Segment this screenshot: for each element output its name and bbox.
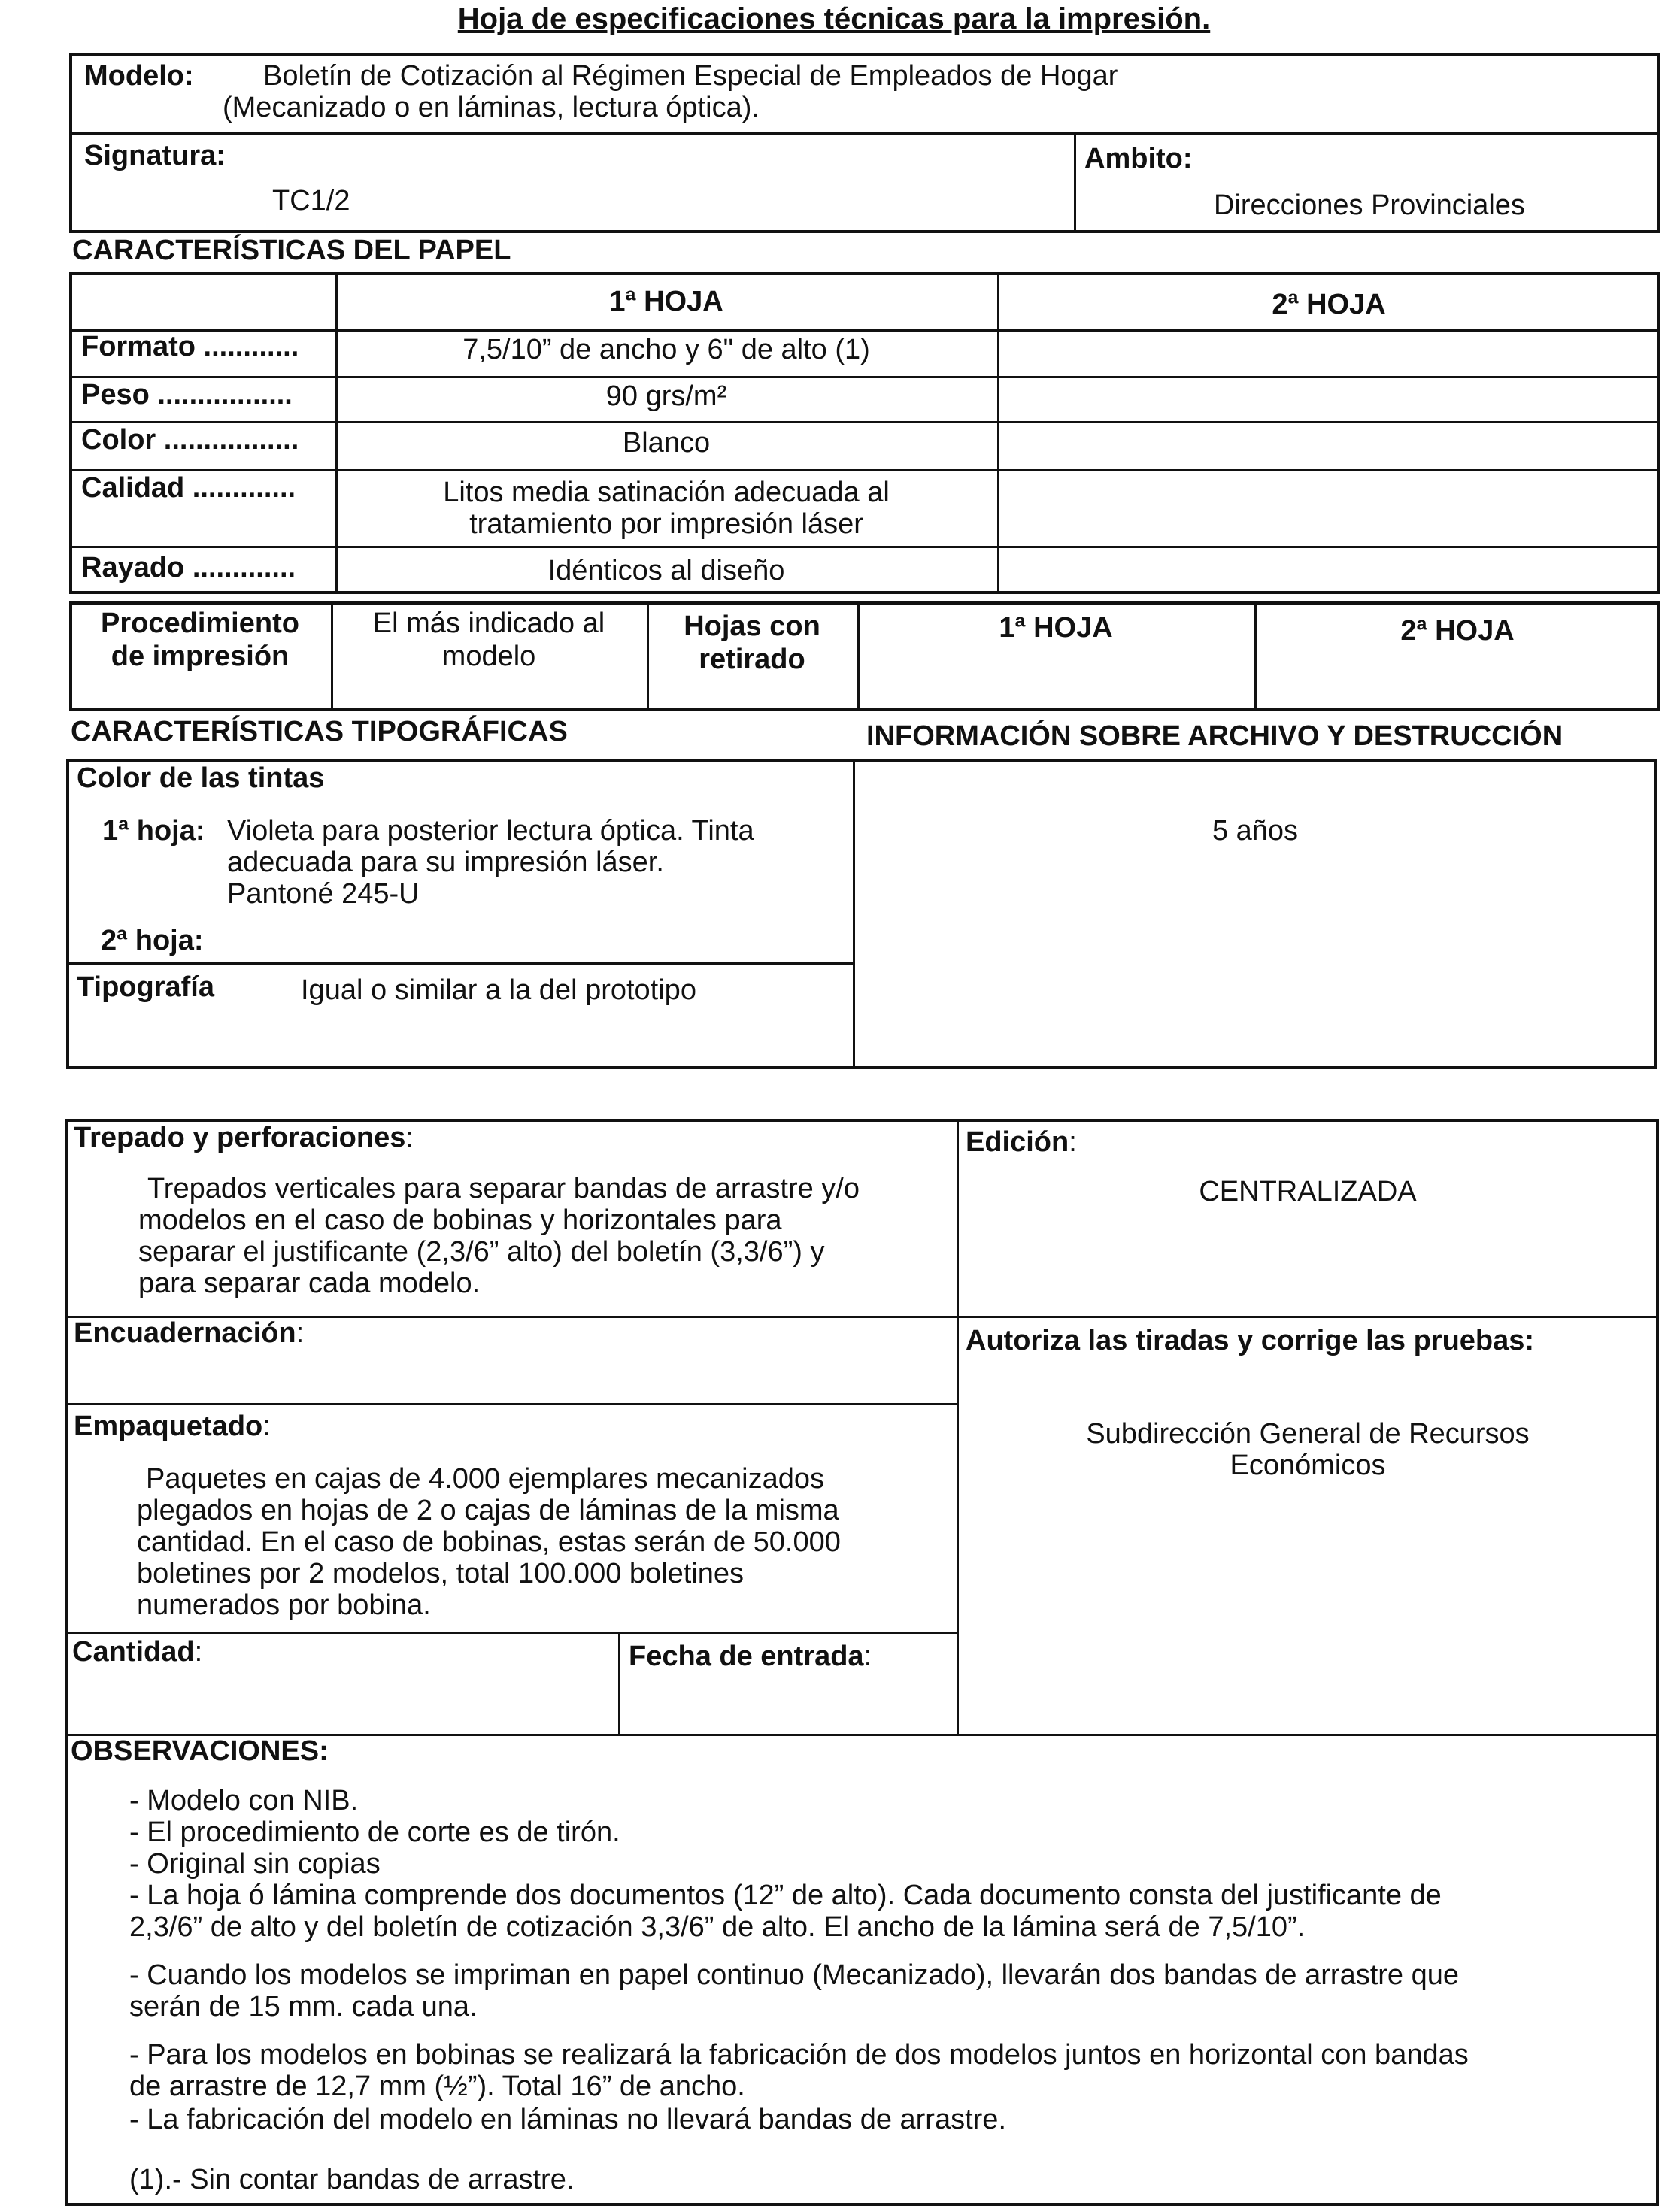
empaquetado-text: cantidad. En el caso de bobinas, estas serán de 50.000 [137,1526,841,1558]
hoja1-text: Violeta para posterior lectura óptica. Tinta [227,815,754,847]
empaquetado-text: Paquetes en cajas de 4.000 ejemplares mecanizados [146,1463,825,1495]
hoja1-text: adecuada para su impresión láser. [227,847,664,878]
procedimiento-label: Procedimiento [101,608,299,639]
modelo-line1: Boletín de Cotización al Régimen Especial de Empleados de Hogar [263,60,1118,92]
papel-row-value: 90 grs/m² [605,380,727,412]
papel-col1-header: 1ª HOJA [609,286,723,317]
tipograficas-heading: CARACTERÍSTICAS TIPOGRÁFICAS [71,716,568,747]
autoriza-value: Subdirección General de Recursos [1086,1418,1530,1450]
procedimiento-value: modelo [441,641,536,672]
papel-col2-header: 2ª HOJA [1272,289,1386,320]
ambito-value: Direcciones Provinciales [1214,189,1525,221]
papel-row-label: Peso ................. [81,379,293,411]
papel-heading: CARACTERÍSTICAS DEL PAPEL [72,235,511,266]
color-tintas-label: Color de las tintas [77,762,325,794]
modelo-label: Modelo: [84,60,194,92]
papel-row-value: Litos media satinación adecuada al [443,477,890,508]
observaciones-line: - La hoja ó lámina comprende dos documentos (12” de alto). Cada documento consta del justificante de [129,1880,1442,1911]
hoja1-text: Pantoné 245-U [227,878,420,910]
procedimiento-value: El más indicado al [372,608,605,639]
papel-row-label: Color ................. [81,424,299,456]
papel-row-label: Formato ............ [81,331,299,362]
hojas-retirado-label: retirado [699,644,805,675]
procedimiento-col2: 2ª HOJA [1400,615,1515,647]
observaciones-line: de arrastre de 12,7 mm (½”). Total 16” de ancho. [129,2071,745,2102]
papel-row-value: tratamiento por impresión láser [469,508,863,540]
observaciones-line: (1).- Sin contar bandas de arrastre. [129,2164,575,2195]
edicion-label: Edición: [966,1126,1077,1158]
observaciones-line: - El procedimiento de corte es de tirón. [129,1817,620,1848]
tipograficas-box [66,759,1657,1069]
observaciones-line: - Para los modelos en bobinas se realizará la fabricación de dos modelos juntos en horizontal con bandas [129,2039,1469,2071]
encuadernacion-label: Encuadernación: [74,1317,305,1349]
modelo-line2: (Mecanizado o en láminas, lectura óptica). [223,92,760,123]
archivo-value: 5 años [1212,815,1299,847]
hojas-retirado-label: Hojas con [684,611,820,642]
page-title: Hoja de especificaciones técnicas para la impresión. [457,2,1211,35]
trepado-text: Trepados verticales para separar bandas de arrastre y/o [147,1173,860,1204]
hoja2-label: 2ª hoja: [101,925,204,956]
procedimiento-label: de impresión [111,641,290,672]
observaciones-line: - La fabricación del modelo en láminas no llevará bandas de arrastre. [129,2104,1006,2135]
empaquetado-label: Empaquetado: [74,1411,271,1442]
observaciones-line: - Cuando los modelos se impriman en papel continuo (Mecanizado), llevarán dos bandas de arrastre que [129,1959,1460,1991]
tipografia-value: Igual o similar a la del prototipo [301,974,696,1006]
empaquetado-text: boletines por 2 modelos, total 100.000 boletines [137,1558,744,1589]
fecha-entrada-label: Fecha de entrada: [629,1641,872,1672]
papel-row-label: Calidad ............. [81,472,296,504]
papel-row-value: Idénticos al diseño [547,555,785,586]
autoriza-label: Autoriza las tiradas y corrige las pruebas: [966,1325,1535,1356]
tipografia-label: Tipografía [77,971,214,1003]
papel-row-value: Blanco [622,427,711,459]
papel-row-value: 7,5/10” de ancho y 6" de alto (1) [462,334,870,365]
papel-row-label: Rayado ............. [81,552,296,583]
observaciones-line: serán de 15 mm. cada una. [129,1991,478,2023]
ambito-label: Ambito: [1084,143,1193,174]
observaciones-label: OBSERVACIONES: [71,1735,329,1767]
hoja1-label: 1ª hoja: [102,815,205,847]
cantidad-label: Cantidad: [72,1636,203,1668]
autoriza-value: Económicos [1230,1450,1386,1481]
archivo-heading: INFORMACIÓN SOBRE ARCHIVO Y DESTRUCCIÓN [866,720,1563,752]
edicion-value: CENTRALIZADA [1199,1176,1417,1208]
trepado-label: Trepado y perforaciones: [74,1122,414,1153]
signatura-value: TC1/2 [272,185,350,217]
trepado-text: modelos en el caso de bobinas y horizontales para [138,1204,782,1236]
empaquetado-text: plegados en hojas de 2 o cajas de láminas de la misma [137,1495,839,1526]
observaciones-line: - Original sin copias [129,1848,381,1880]
empaquetado-text: numerados por bobina. [137,1589,431,1621]
procedimiento-col1: 1ª HOJA [999,612,1113,644]
signatura-label: Signatura: [84,140,226,171]
observaciones-line: - Modelo con NIB. [129,1785,359,1817]
trepado-text: separar el justificante (2,3/6” alto) del boletín (3,3/6”) y [138,1236,825,1268]
trepado-text: para separar cada modelo. [138,1268,481,1299]
observaciones-line: 2,3/6” de alto y del boletín de cotización 3,3/6” de alto. El ancho de la lámina será de 7,5/10”. [129,1911,1306,1943]
